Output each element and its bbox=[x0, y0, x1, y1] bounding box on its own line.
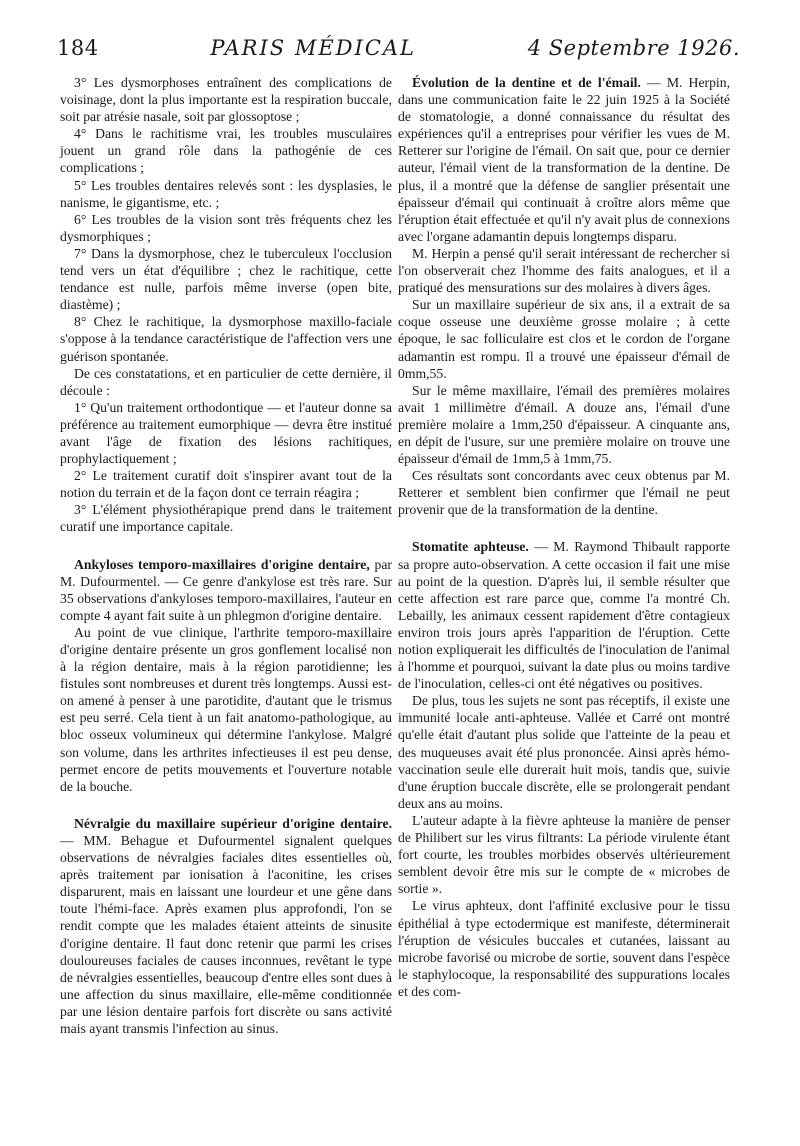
ankylose-text: par M. Dufourmentel. — Ce genre d'ankylose est très rare. Sur 35 observations d'ankyloses temporo-maxillaires, l'auteur en compte 4 ayant fait suite à un phlegmon d'origine dentaire. bbox=[60, 556, 392, 623]
conclusion-item: 2° Le traitement curatif doit s'inspirer avant tout de la notion du terrain et de la façon dont ce terrain réagira ; bbox=[60, 468, 392, 501]
evolution-paragraph: Sur un maxillaire supérieur de six ans, il a extrait de sa coque osseuse une deuxième grosse molaire ; à cette époque, le sac folliculaire est clos et le cordon de l'organe adamantin est rompu. Il a trouvé une épaisseur d'émail de 0mm,55. bbox=[398, 297, 730, 381]
evolution-section bbox=[398, 74, 730, 245]
stomatite-paragraph: L'auteur adapte à la fièvre aphteuse la manière de penser de Philibert sur les virus filtrants: La période virulente étant fort courte, les troubles morbides observés ultérieurement semblent devoir être mis sur le compte de « microbes de sortie ». bbox=[398, 812, 730, 897]
ankylose-heading: Ankyloses temporo-maxillaires d'origine dentaire, bbox=[74, 556, 370, 572]
ankylose-paragraph: Au point de vue clinique, l'arthrite temporo-maxillaire d'origine dentaire présente un gros gonflement localisé non à la région dentaire, mais à la région parotidienne; les fistules sont nombreuses et durent très longtemps. Aussi est-on amené à penser à une parotidite, d'autant que le trismus est peu serré. Cela tient à un fait anatomo-pathologique, au bloc osseux volumineux qui détermine l'ankylose. Malgré son volume, dans les arthrites infectieuses il est peu dense, permet encore de petits mouvements et l'ouverture notable de la bouche. bbox=[60, 624, 392, 794]
left-column bbox=[60, 74, 392, 1037]
list-item: 6° Les troubles de la vision sont très fréquents chez les dysmorphiques ; bbox=[60, 211, 392, 244]
stomatite-paragraph: Le virus aphteux, dont l'affinité exclusive pour le tissu épithélial à type ectodermique est manifeste, déterminerait l'éruption de vésicules buccales et cutanées, laissant au microbe favorisé ou microbe de sortie, souvent dans l'espèce le staphylocoque, la responsabilité des suppurations locales et des com- bbox=[398, 898, 730, 999]
stomatite-paragraph: De plus, tous les sujets ne sont pas réceptifs, il existe une immunité locale anti-aphteuse. Vallée et Carré ont montré qu'elle était d'autant plus solide que l'atteinte de la peau et des muqueuses avait été plus prononcée. Ainsi après hémo-vaccination seule elle durerait huit mois, tandis que, suivie d'une éruption buccale discrète, elle se prolongerait pendant deux ans au moins. bbox=[398, 693, 730, 811]
evolution-paragraph: M. Herpin a pensé qu'il serait intéressant de rechercher si l'on observerait chez l'homme des faits analogues, et il a pratiqué des mensurations sur des molaires à divers âges. bbox=[398, 245, 730, 296]
list-item: 3° Les dysmorphoses entraînent des complications de voisinage, dont la plus importante est la respiration buccale, soit par atrésie nasale, soit par glossoptose ; bbox=[60, 75, 392, 125]
list-item: 5° Les troubles dentaires relevés sont : les dysplasies, le nanisme, le gigantisme, etc. ; bbox=[60, 177, 392, 210]
journal-title: PARIS MÉDICAL bbox=[210, 36, 416, 60]
conclusion-item: 1° Qu'un traitement orthodontique — et l'auteur donne sa préférence au traitement eumorphique — devra être institué avant l'âge de fixation des lésions rachitiques, prophylactiquement ; bbox=[60, 399, 392, 467]
page-number: 184 bbox=[57, 36, 99, 60]
list-item: 4° Dans le rachitisme vrai, les troubles musculaires jouent un grand rôle dans la pathogénie de ces complications ; bbox=[60, 126, 392, 176]
stomatite-heading: Stomatite aphteuse. bbox=[412, 539, 529, 555]
page-header bbox=[57, 36, 740, 70]
ankylose-section bbox=[60, 556, 392, 624]
conclusion-item: 3° L'élément physiothérapique prend dans le traitement curatif une importance capitale. bbox=[60, 502, 392, 535]
nevralgie-heading: Névralgie du maxillaire supérieur d'origine dentaire. bbox=[74, 815, 392, 831]
conclusion-intro: De ces constatations, et en particulier de cette dernière, il découle : bbox=[60, 365, 392, 398]
evolution-paragraph: Ces résultats sont concordants avec ceux obtenus par M. Retterer et semblent bien confirmer que l'émail ne peut provenir que de la transformation de la dentine. bbox=[398, 468, 730, 518]
evolution-heading: Évolution de la dentine et de l'émail. bbox=[412, 75, 641, 90]
stomatite-section bbox=[398, 538, 730, 692]
evolution-paragraph: Sur le même maxillaire, l'émail des premières molaires avait 1 millimètre d'émail. A douze ans, l'émail d'une première molaire a 1mm,250 d'épaisseur. A cinquante ans, en dépit de l'usure, sur une première molaire on trouve une épaisseur d'émail de 1mm,5 à 1mm,75. bbox=[398, 382, 730, 467]
evolution-text: — M. Herpin, dans une communication faite le 22 juin 1925 à la Société de stomatologie, a donné connaissance du résultat des expériences qu'il a entreprises pour vérifier les vues de M. Retterer sur l'origine de l'émail. On sait que, pour ce dernier auteur, l'émail vient de la transformation de la dentine. De plus, il a montré que la défense de sanglier présentait une épaisseur d'émail qui continuait à croître alors même que l'éruption était effectuée et qu'il n'y avait plus de connexions avec l'organe adamantin depuis longtemps disparu. bbox=[398, 75, 730, 244]
right-column bbox=[398, 74, 730, 1000]
nevralgie-text: — MM. Behague et Dufourmentel signalent quelques observations de névralgies faciales dites essentielles où, après traitement par ionisation à l'aconitine, les crises disparurent, mais en laissant une lourdeur et une gêne dans toute l'hémi-face. Après examen plus approfondi, l'on se rendit compte que les malades étaient atteints de sinusite d'origine dentaire. Il faut donc retenir que parmi les crises douloureuses faciales de causes inconnues, revêtant le type de névralgies essentielles, beaucoup d'entre elles sont dues à une affection du sinus maxillaire, elle-même conditionnée par une lésion dentaire parfois fort discrète ou sans activité mais ayant transmis l'infection au sinus. bbox=[60, 832, 392, 1036]
nevralgie-section bbox=[60, 815, 392, 1037]
stomatite-text: — M. Raymond Thibault rapporte sa propre auto-observation. A cette occasion il fait une mise au point de la question. D'après lui, il semble résulter que cette affection est rare parce que, comme l'a montré Ch. Lebailly, les animaux cessent rapidement d'être contagieux environ trois jours après l'apparition de l'éruption. Cette notion expliquerait les difficultés de l'inoculation de l'animal à l'homme et pourquoi, suivant la date plus ou moins tardive de l'inoculation, celles-ci ont été négatives ou positives. bbox=[398, 539, 730, 692]
list-item: 7° Dans la dysmorphose, chez le tuberculeux l'occlusion tend vers un état d'équilibre ; chez le rachitique, cette tendance est nulle, parfois même inverse (open bite, diastème) ; bbox=[60, 245, 392, 313]
issue-date: 4 Septembre 1926. bbox=[527, 36, 740, 60]
list-item: 8° Chez le rachitique, la dysmorphose maxillo-faciale s'oppose à la tendance caractéristique de l'affection vers une guérison spontanée. bbox=[60, 314, 392, 364]
